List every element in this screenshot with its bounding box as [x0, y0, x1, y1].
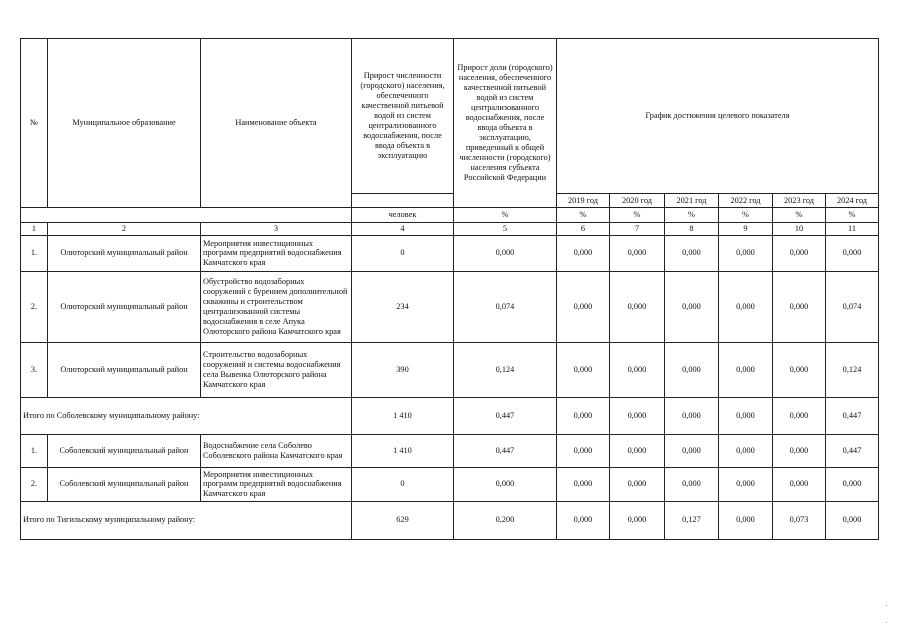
people-cell: 0 [352, 467, 454, 501]
year-value-cell: 0,000 [719, 271, 773, 342]
year-value-cell: 0,000 [665, 397, 719, 434]
units-spacer [21, 208, 352, 223]
column-number: 4 [352, 223, 454, 236]
year-value-cell: 0,000 [610, 501, 665, 539]
people-cell: 0 [352, 235, 454, 271]
header-year: 2024 год [826, 194, 879, 208]
year-value-cell: 0,447 [826, 397, 879, 434]
unit-percent: % [557, 208, 610, 223]
unit-people: человек [352, 208, 454, 223]
column-number: 8 [665, 223, 719, 236]
share-cell: 0,000 [454, 235, 557, 271]
column-number: 11 [826, 223, 879, 236]
row-number: 2. [21, 467, 48, 501]
header-year: 2019 год [557, 194, 610, 208]
year-value-cell: 0,000 [719, 434, 773, 467]
table-row [21, 342, 879, 397]
column-number: 7 [610, 223, 665, 236]
year-value-cell: 0,000 [610, 434, 665, 467]
object-cell: Мероприятия инвестиционных программ предприятий водоснабжения Камчатского края [201, 235, 352, 271]
people-cell: 1 410 [352, 434, 454, 467]
year-value-cell: 0,000 [773, 235, 826, 271]
year-value-cell: 0,000 [557, 467, 610, 501]
people-cell: 234 [352, 271, 454, 342]
column-number: 9 [719, 223, 773, 236]
total-row [21, 397, 879, 434]
row-number: 1. [21, 235, 48, 271]
header-share-growth: Прирост доли (городского) населения, обеспеченного качественной питьевой водой из систем централизованного водоснабжения, после ввода объекта в эксплуатацию, приведенный к общей численности (городского) населения субъекта Российской Федерации [454, 39, 557, 208]
unit-percent: % [665, 208, 719, 223]
year-value-cell: 0,000 [610, 342, 665, 397]
column-number: 6 [557, 223, 610, 236]
year-value-cell: 0,000 [610, 467, 665, 501]
table-row [21, 235, 879, 271]
header-population-growth-cont [352, 194, 454, 208]
header-year: 2021 год [665, 194, 719, 208]
column-number-row [21, 223, 879, 236]
year-value-cell: 0,073 [773, 501, 826, 539]
year-value-cell: 0,127 [665, 501, 719, 539]
year-value-cell: 0,000 [610, 235, 665, 271]
year-value-cell: 0,124 [826, 342, 879, 397]
share-cell: 0,000 [454, 467, 557, 501]
municipality-cell: Олюторский муниципальный район [48, 235, 201, 271]
people-cell: 390 [352, 342, 454, 397]
unit-percent: % [719, 208, 773, 223]
share-cell: 0,074 [454, 271, 557, 342]
year-value-cell: 0,000 [557, 342, 610, 397]
year-value-cell: 0,000 [665, 271, 719, 342]
year-value-cell: 0,000 [665, 434, 719, 467]
year-value-cell: 0,000 [557, 434, 610, 467]
total-row [21, 501, 879, 539]
unit-percent: % [773, 208, 826, 223]
header-year: 2020 год [610, 194, 665, 208]
scan-dot [886, 622, 887, 623]
scan-dot [886, 605, 887, 606]
object-cell: Мероприятия инвестиционных программ предприятий водоснабжения Камчатского края [201, 467, 352, 501]
people-cell: 629 [352, 501, 454, 539]
header-year: 2022 год [719, 194, 773, 208]
year-value-cell: 0,000 [773, 271, 826, 342]
year-value-cell: 0,000 [826, 501, 879, 539]
year-value-cell: 0,000 [719, 501, 773, 539]
year-value-cell: 0,000 [557, 501, 610, 539]
header-year: 2023 год [773, 194, 826, 208]
column-number: 2 [48, 223, 201, 236]
column-number: 3 [201, 223, 352, 236]
year-value-cell: 0,000 [773, 467, 826, 501]
share-cell: 0,200 [454, 501, 557, 539]
header-schedule: График достижения целевого показателя [557, 39, 879, 194]
municipality-cell: Олюторский муниципальный район [48, 342, 201, 397]
column-number: 1 [21, 223, 48, 236]
column-number: 10 [773, 223, 826, 236]
header-number: № [21, 39, 48, 208]
year-value-cell: 0,000 [610, 397, 665, 434]
municipality-cell: Соболевский муниципальный район [48, 434, 201, 467]
share-cell: 0,124 [454, 342, 557, 397]
year-value-cell: 0,000 [719, 235, 773, 271]
header-municipality: Муниципальное образование [48, 39, 201, 208]
year-value-cell: 0,074 [826, 271, 879, 342]
year-value-cell: 0,000 [610, 271, 665, 342]
total-label: Итого по Соболевскому муниципальному району: [21, 397, 352, 434]
year-value-cell: 0,000 [665, 342, 719, 397]
row-number: 1. [21, 434, 48, 467]
people-cell: 1 410 [352, 397, 454, 434]
year-value-cell: 0,000 [557, 397, 610, 434]
municipality-cell: Олюторский муниципальный район [48, 271, 201, 342]
table-row [21, 434, 879, 467]
year-value-cell: 0,000 [719, 342, 773, 397]
year-value-cell: 0,000 [719, 397, 773, 434]
row-number: 3. [21, 342, 48, 397]
year-value-cell: 0,000 [557, 271, 610, 342]
year-value-cell: 0,000 [773, 434, 826, 467]
share-cell: 0,447 [454, 397, 557, 434]
total-label: Итого по Тигильскому муниципальному району: [21, 501, 352, 539]
object-cell: Строительство водозаборных сооружений и системы водоснабжения села Вывенка Олюторского района Камчатского края [201, 342, 352, 397]
unit-percent: % [454, 208, 557, 223]
row-number: 2. [21, 271, 48, 342]
year-value-cell: 0,000 [826, 235, 879, 271]
year-value-cell: 0,000 [826, 467, 879, 501]
header-object-name: Наименование объекта [201, 39, 352, 208]
year-value-cell: 0,000 [665, 235, 719, 271]
object-cell: Водоснабжение села Соболево Соболевского района Камчатского края [201, 434, 352, 467]
unit-percent: % [610, 208, 665, 223]
table-row [21, 271, 879, 342]
table-row [21, 467, 879, 501]
year-value-cell: 0,000 [665, 467, 719, 501]
object-cell: Обустройство водозаборных сооружений с бурением дополнительной скважины и строительством централизованной системы водоснабжения в селе Апука Олюторского района Камчатского края [201, 271, 352, 342]
unit-percent: % [826, 208, 879, 223]
header-population-growth: Прирост численности (городского) населения, обеспеченного качественной питьевой водой из систем централизованного водоснабжения, после ввода объекта в эксплуатацию [352, 39, 454, 194]
target-indicator-table [20, 38, 879, 540]
column-number: 5 [454, 223, 557, 236]
year-value-cell: 0,447 [826, 434, 879, 467]
municipality-cell: Соболевский муниципальный район [48, 467, 201, 501]
year-value-cell: 0,000 [773, 342, 826, 397]
year-value-cell: 0,000 [719, 467, 773, 501]
share-cell: 0,447 [454, 434, 557, 467]
year-value-cell: 0,000 [557, 235, 610, 271]
year-value-cell: 0,000 [773, 397, 826, 434]
